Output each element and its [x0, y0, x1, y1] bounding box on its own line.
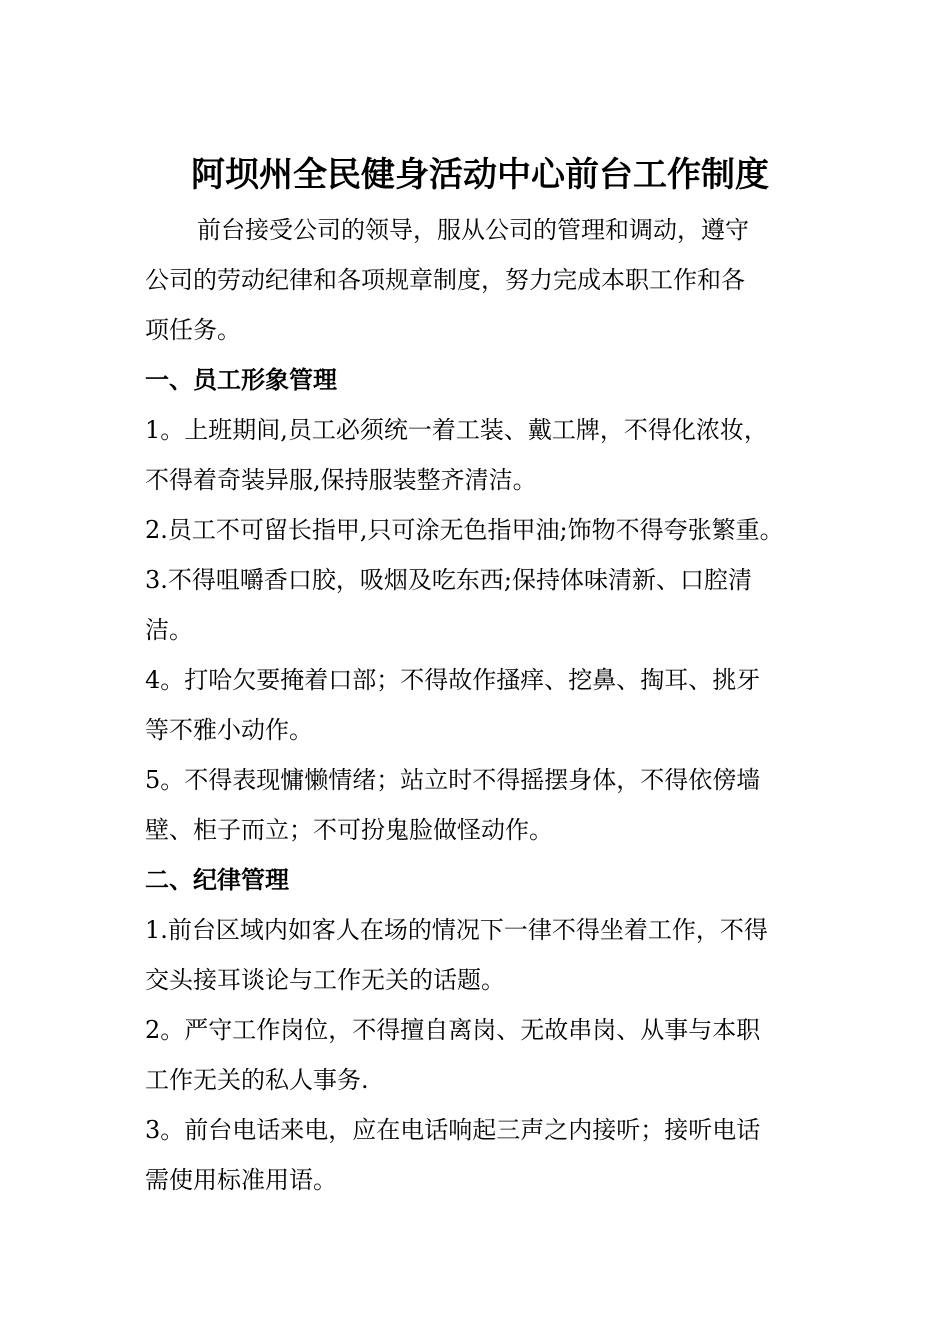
- rule-2-2-line-2: 工作无关的私人事务.: [145, 1066, 369, 1094]
- rule-1-2-line-1: 2.员工不可留长指甲,只可涂无色指甲油;饰物不得夸张繁重。: [145, 516, 784, 544]
- rule-1-5-line-2: 壁、柜子而立；不可扮鬼脸做怪动作。: [145, 816, 553, 844]
- section-heading-image-management: 一、员工形象管理: [145, 365, 337, 394]
- rule-1-4-line-2: 等不雅小动作。: [145, 716, 313, 744]
- intro-paragraph-line-1: 前台接受公司的领导，服从公司的管理和调动，遵守: [197, 216, 749, 244]
- rule-1-1-line-2: 不得着奇装异服,保持服装整齐清洁。: [145, 466, 537, 494]
- rule-2-1-line-1: 1.前台区域内如客人在场的情况下一律不得坐着工作，不得: [145, 916, 768, 944]
- rule-2-2-line-1: 2。严守工作岗位，不得擅自离岗、无故串岗、从事与本职: [145, 1016, 761, 1044]
- document-body: [145, 145, 815, 1205]
- rule-2-1-line-2: 交头接耳谈论与工作无关的话题。: [145, 966, 505, 994]
- rule-1-5-line-1: 5。不得表现慵懒情绪；站立时不得摇摆身体，不得依傍墙: [145, 766, 761, 794]
- intro-paragraph-line-2: 公司的劳动纪律和各项规章制度，努力完成本职工作和各: [145, 266, 745, 294]
- intro-paragraph-line-3: 项任务。: [145, 316, 241, 344]
- document-title: 阿坝州全民健身活动中心前台工作制度: [191, 155, 769, 195]
- rule-2-3-line-2: 需使用标准用语。: [145, 1166, 337, 1194]
- rule-1-3-line-1: 3.不得咀嚼香口胶，吸烟及吃东西;保持体味清新、口腔清: [145, 566, 752, 594]
- rule-1-1-line-1: 1。上班期间,员工必须统一着工装、戴工牌，不得化浓妆，: [145, 416, 768, 444]
- rule-1-4-line-1: 4。打哈欠要掩着口部；不得故作搔痒、挖鼻、掏耳、挑牙: [145, 666, 761, 694]
- rule-1-3-line-2: 洁。: [145, 616, 193, 644]
- rule-2-3-line-1: 3。前台电话来电，应在电话响起三声之内接听；接听电话: [145, 1116, 761, 1144]
- section-heading-discipline-management: 二、纪律管理: [145, 865, 289, 894]
